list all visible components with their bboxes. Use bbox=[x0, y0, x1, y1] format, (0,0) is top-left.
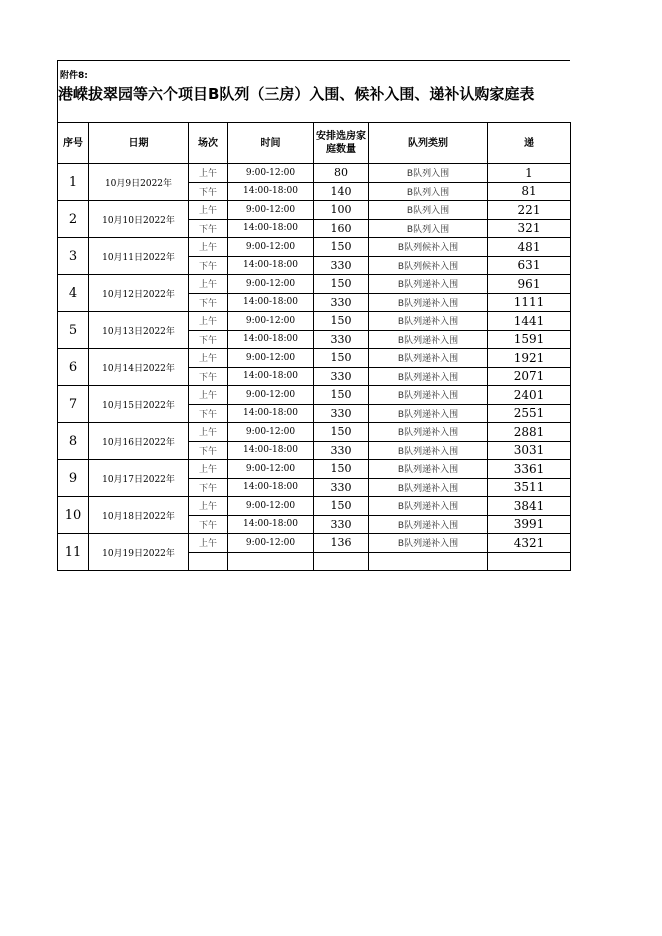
sheet-top-border bbox=[57, 60, 570, 61]
queue-type-cell: B队列递补入围 bbox=[369, 534, 488, 553]
session-cell: 上午 bbox=[189, 164, 228, 183]
start-number-cell: 1921 bbox=[488, 349, 571, 368]
start-number-cell: 3841 bbox=[488, 497, 571, 516]
table-row bbox=[58, 164, 571, 183]
row-number: 1 bbox=[58, 164, 89, 201]
time-cell: 9:00-12:00 bbox=[228, 423, 314, 442]
start-number-cell: 81 bbox=[488, 182, 571, 201]
start-number-cell: 221 bbox=[488, 201, 571, 220]
session-cell: 下午 bbox=[189, 515, 228, 534]
queue-type-cell: B队列候补入围 bbox=[369, 238, 488, 257]
start-number-cell: 2071 bbox=[488, 367, 571, 386]
start-number-cell: 631 bbox=[488, 256, 571, 275]
session-cell: 上午 bbox=[189, 349, 228, 368]
date-cell: 10月9日2022年 bbox=[89, 164, 189, 201]
family-count-cell: 330 bbox=[314, 330, 369, 349]
session-cell: 下午 bbox=[189, 219, 228, 238]
date-cell: 10月16日2022年 bbox=[89, 423, 189, 460]
date-cell: 10月13日2022年 bbox=[89, 312, 189, 349]
session-cell: 下午 bbox=[189, 441, 228, 460]
start-number-cell: 961 bbox=[488, 275, 571, 294]
time-cell: 9:00-12:00 bbox=[228, 460, 314, 479]
time-cell: 9:00-12:00 bbox=[228, 201, 314, 220]
time-cell: 14:00-18:00 bbox=[228, 219, 314, 238]
session-cell: 上午 bbox=[189, 460, 228, 479]
queue-type-cell: B队列递补入围 bbox=[369, 423, 488, 442]
time-cell: 14:00-18:00 bbox=[228, 367, 314, 386]
time-cell: 9:00-12:00 bbox=[228, 349, 314, 368]
schedule-table bbox=[57, 122, 571, 571]
queue-type-cell: B队列入围 bbox=[369, 219, 488, 238]
queue-type-cell: B队列递补入围 bbox=[369, 404, 488, 423]
table-row bbox=[58, 312, 571, 331]
start-number-cell: 1591 bbox=[488, 330, 571, 349]
row-number: 6 bbox=[58, 349, 89, 386]
header-row bbox=[58, 123, 571, 164]
start-number-cell: 2551 bbox=[488, 404, 571, 423]
session-cell: 下午 bbox=[189, 478, 228, 497]
queue-type-cell: B队列候补入围 bbox=[369, 256, 488, 275]
time-cell: 14:00-18:00 bbox=[228, 182, 314, 201]
row-number: 7 bbox=[58, 386, 89, 423]
family-count-cell: 150 bbox=[314, 349, 369, 368]
attachment-label: 附件8: bbox=[60, 71, 88, 81]
date-cell: 10月14日2022年 bbox=[89, 349, 189, 386]
family-count-cell: 150 bbox=[314, 312, 369, 331]
date-cell: 10月12日2022年 bbox=[89, 275, 189, 312]
table-row bbox=[58, 201, 571, 220]
queue-type-cell: B队列入围 bbox=[369, 164, 488, 183]
header-session: 场次 bbox=[189, 123, 228, 164]
time-cell: 14:00-18:00 bbox=[228, 330, 314, 349]
session-cell: 上午 bbox=[189, 238, 228, 257]
date-cell: 10月15日2022年 bbox=[89, 386, 189, 423]
date-cell: 10月19日2022年 bbox=[89, 534, 189, 571]
family-count-cell: 136 bbox=[314, 534, 369, 553]
queue-type-cell: B队列递补入围 bbox=[369, 367, 488, 386]
row-number: 3 bbox=[58, 238, 89, 275]
start-number-cell: 3991 bbox=[488, 515, 571, 534]
family-count-cell: 330 bbox=[314, 404, 369, 423]
time-cell: 9:00-12:00 bbox=[228, 386, 314, 405]
family-count-cell: 150 bbox=[314, 460, 369, 479]
family-count-cell: 330 bbox=[314, 256, 369, 275]
family-count-cell: 150 bbox=[314, 386, 369, 405]
family-count-cell: 150 bbox=[314, 497, 369, 516]
queue-type-cell: B队列递补入围 bbox=[369, 330, 488, 349]
row-number: 8 bbox=[58, 423, 89, 460]
session-cell: 上午 bbox=[189, 275, 228, 294]
session-cell: 上午 bbox=[189, 386, 228, 405]
family-count-cell: 140 bbox=[314, 182, 369, 201]
queue-type-cell: B队列递补入围 bbox=[369, 386, 488, 405]
start-number-cell: 3511 bbox=[488, 478, 571, 497]
family-count-cell: 330 bbox=[314, 441, 369, 460]
start-number-cell: 2401 bbox=[488, 386, 571, 405]
table-row bbox=[58, 460, 571, 479]
start-number-cell: 3031 bbox=[488, 441, 571, 460]
family-count-cell: 330 bbox=[314, 293, 369, 312]
table-row bbox=[58, 386, 571, 405]
session-cell: 上午 bbox=[189, 312, 228, 331]
table-row bbox=[58, 349, 571, 368]
time-cell: 9:00-12:00 bbox=[228, 534, 314, 553]
start-number-cell: 1 bbox=[488, 164, 571, 183]
date-cell: 10月17日2022年 bbox=[89, 460, 189, 497]
family-count-cell: 330 bbox=[314, 515, 369, 534]
table-row bbox=[58, 275, 571, 294]
queue-type-cell: B队列递补入围 bbox=[369, 515, 488, 534]
table-row bbox=[58, 534, 571, 553]
time-cell bbox=[228, 552, 314, 571]
start-number-cell: 481 bbox=[488, 238, 571, 257]
header-count: 安排选房家庭数量 bbox=[314, 123, 369, 164]
date-cell: 10月10日2022年 bbox=[89, 201, 189, 238]
queue-type-cell: B队列递补入围 bbox=[369, 441, 488, 460]
time-cell: 9:00-12:00 bbox=[228, 164, 314, 183]
date-cell: 10月11日2022年 bbox=[89, 238, 189, 275]
queue-type-cell: B队列递补入围 bbox=[369, 293, 488, 312]
queue-type-cell: B队列入围 bbox=[369, 182, 488, 201]
start-number-cell: 2881 bbox=[488, 423, 571, 442]
family-count-cell: 150 bbox=[314, 238, 369, 257]
queue-type-cell: B队列递补入围 bbox=[369, 478, 488, 497]
session-cell: 上午 bbox=[189, 534, 228, 553]
table-row bbox=[58, 497, 571, 516]
queue-type-cell bbox=[369, 552, 488, 571]
session-cell: 上午 bbox=[189, 423, 228, 442]
queue-type-cell: B队列递补入围 bbox=[369, 275, 488, 294]
family-count-cell bbox=[314, 552, 369, 571]
row-number: 2 bbox=[58, 201, 89, 238]
family-count-cell: 330 bbox=[314, 367, 369, 386]
start-number-cell: 1111 bbox=[488, 293, 571, 312]
header-start: 递 bbox=[488, 123, 571, 164]
family-count-cell: 100 bbox=[314, 201, 369, 220]
row-number: 9 bbox=[58, 460, 89, 497]
time-cell: 14:00-18:00 bbox=[228, 478, 314, 497]
start-number-cell: 1441 bbox=[488, 312, 571, 331]
family-count-cell: 330 bbox=[314, 478, 369, 497]
time-cell: 9:00-12:00 bbox=[228, 497, 314, 516]
time-cell: 14:00-18:00 bbox=[228, 515, 314, 534]
start-number-cell bbox=[488, 552, 571, 571]
session-cell: 上午 bbox=[189, 497, 228, 516]
session-cell: 下午 bbox=[189, 293, 228, 312]
queue-type-cell: B队列递补入围 bbox=[369, 497, 488, 516]
queue-type-cell: B队列递补入围 bbox=[369, 349, 488, 368]
start-number-cell: 321 bbox=[488, 219, 571, 238]
start-number-cell: 4321 bbox=[488, 534, 571, 553]
time-cell: 9:00-12:00 bbox=[228, 275, 314, 294]
header-no: 序号 bbox=[58, 123, 89, 164]
family-count-cell: 150 bbox=[314, 275, 369, 294]
header-queue-type: 队列类别 bbox=[369, 123, 488, 164]
table-row bbox=[58, 423, 571, 442]
table-row bbox=[58, 238, 571, 257]
start-number-cell: 3361 bbox=[488, 460, 571, 479]
queue-type-cell: B队列入围 bbox=[369, 201, 488, 220]
session-cell: 下午 bbox=[189, 256, 228, 275]
session-cell: 上午 bbox=[189, 201, 228, 220]
family-count-cell: 160 bbox=[314, 219, 369, 238]
session-cell: 下午 bbox=[189, 404, 228, 423]
session-cell: 下午 bbox=[189, 330, 228, 349]
date-cell: 10月18日2022年 bbox=[89, 497, 189, 534]
row-number: 10 bbox=[58, 497, 89, 534]
session-cell: 下午 bbox=[189, 367, 228, 386]
row-number: 11 bbox=[58, 534, 89, 571]
time-cell: 14:00-18:00 bbox=[228, 256, 314, 275]
family-count-cell: 150 bbox=[314, 423, 369, 442]
time-cell: 9:00-12:00 bbox=[228, 238, 314, 257]
time-cell: 14:00-18:00 bbox=[228, 441, 314, 460]
time-cell: 14:00-18:00 bbox=[228, 404, 314, 423]
queue-type-cell: B队列递补入围 bbox=[369, 312, 488, 331]
session-cell bbox=[189, 552, 228, 571]
time-cell: 14:00-18:00 bbox=[228, 293, 314, 312]
schedule-body bbox=[58, 164, 571, 571]
header-time: 时间 bbox=[228, 123, 314, 164]
row-number: 4 bbox=[58, 275, 89, 312]
queue-type-cell: B队列递补入围 bbox=[369, 460, 488, 479]
family-count-cell: 80 bbox=[314, 164, 369, 183]
row-number: 5 bbox=[58, 312, 89, 349]
session-cell: 下午 bbox=[189, 182, 228, 201]
document-title: 港嵘拔翠园等六个项目B队列（三房）入围、候补入围、递补认购家庭表 bbox=[58, 85, 535, 103]
header-date: 日期 bbox=[89, 123, 189, 164]
time-cell: 9:00-12:00 bbox=[228, 312, 314, 331]
